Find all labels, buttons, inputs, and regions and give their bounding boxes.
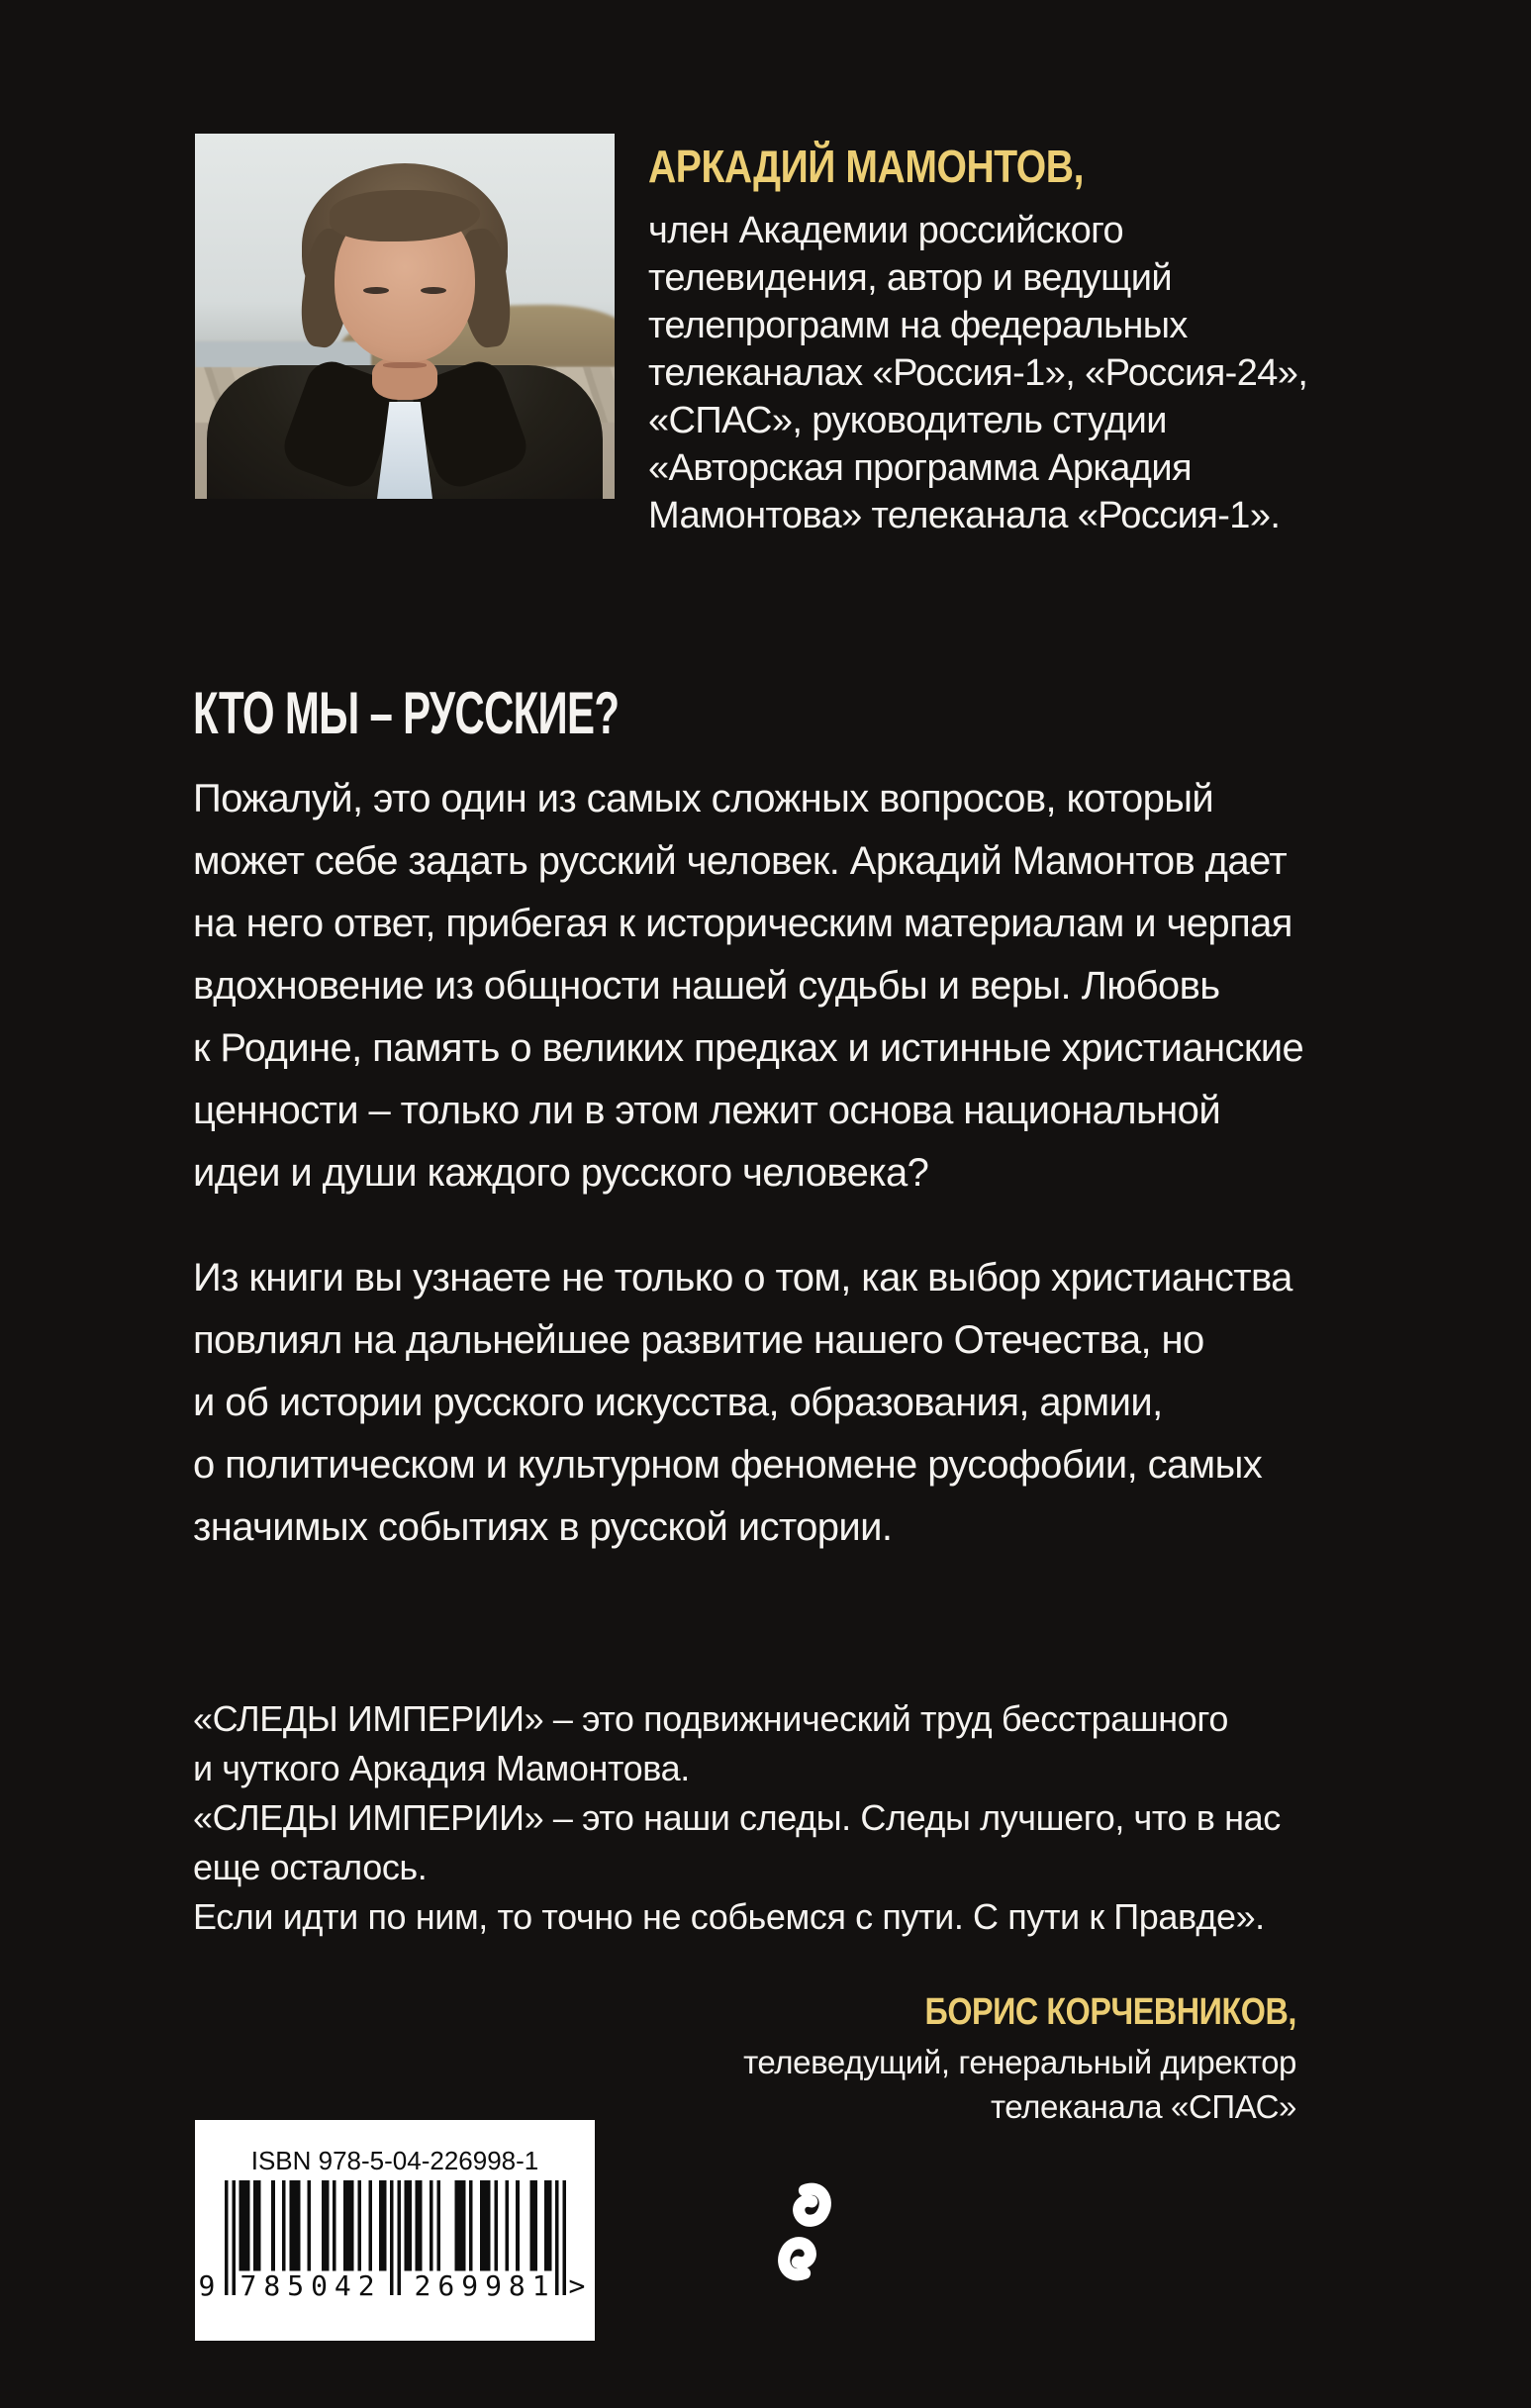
isbn-label: ISBN 978-5-04-226998-1 xyxy=(250,2146,539,2175)
text-line: «СЛЕДЫ ИМПЕРИИ» – это наши следы. Следы лучшего, что в нас xyxy=(193,1797,1281,1838)
isbn-barcode-panel xyxy=(195,2120,595,2341)
text-line: телеканалах «Россия-1», «Россия-24», xyxy=(648,352,1308,394)
reviewer-role-line: телеканала «СПАС» xyxy=(990,2088,1296,2125)
ean-right-group: 269981 xyxy=(414,2269,556,2302)
text-line: повлиял на дальнейшее развитие нашего Отечества, но xyxy=(193,1318,1204,1362)
annotation-paragraph-1 xyxy=(193,768,1440,1204)
ean-left-group: 785042 xyxy=(239,2269,382,2302)
photo-eye-left xyxy=(363,287,389,294)
text-line: вдохновение из общности нашей судьбы и веры. Любовь xyxy=(193,964,1220,1008)
photo-mouth xyxy=(383,362,427,368)
text-line: к Родине, память о великих предках и истинные христианские xyxy=(193,1026,1304,1070)
text-line: Мамонтова» телеканала «Россия-1». xyxy=(648,495,1281,536)
author-photo xyxy=(195,134,615,499)
text-line: может себе задать русский человек. Аркадий Мамонтов дает xyxy=(193,839,1288,883)
author-description xyxy=(648,207,1420,539)
text-line: и чуткого Аркадия Мамонтова. xyxy=(193,1748,690,1788)
text-line: телепрограмм на федеральных xyxy=(648,305,1188,346)
text-line: на него ответ, прибегая к историческим материалам и черпая xyxy=(193,902,1292,945)
author-intro-block xyxy=(648,140,1420,539)
text-line: «Авторская программа Аркадия xyxy=(648,447,1192,489)
annotation-paragraph-2 xyxy=(193,1247,1440,1559)
photo-eye-right xyxy=(421,287,446,294)
reviewer-name: БОРИС КОРЧЕВНИКОВ, xyxy=(924,1991,1296,2033)
text-line: идеи и души каждого русского человека? xyxy=(193,1151,929,1195)
ean-digits xyxy=(198,2269,586,2302)
text-line: «СПАС», руководитель студии xyxy=(648,400,1167,441)
eksmo-publisher-logo-icon xyxy=(773,2181,836,2282)
text-line: ценности – только ли в этом лежит основа национальной xyxy=(193,1089,1221,1132)
text-line: и об истории русского искусства, образования, армии, xyxy=(193,1381,1163,1424)
page-title: КТО МЫ – РУССКИЕ? xyxy=(193,680,620,746)
text-line: член Академии российского xyxy=(648,210,1124,251)
text-line: Если идти по ним, то точно не собьемся с пути. С пути к Правде». xyxy=(193,1896,1265,1937)
ean-tail-mark: > xyxy=(568,2269,586,2302)
text-line: телевидения, автор и ведущий xyxy=(648,257,1173,299)
ean-first-digit: 9 xyxy=(198,2269,216,2302)
text-line: о политическом и культурном феномене русофобии, самых xyxy=(193,1443,1263,1487)
quote-signature xyxy=(743,1991,1296,2129)
text-line: значимых событиях в русской истории. xyxy=(193,1505,893,1549)
text-line: «СЛЕДЫ ИМПЕРИИ» – это подвижнический труд бесстрашного xyxy=(193,1698,1228,1739)
text-line: Пожалуй, это один из самых сложных вопросов, который xyxy=(193,777,1214,820)
text-line: Из книги вы узнаете не только о том, как выбор христианства xyxy=(193,1256,1292,1300)
review-quote xyxy=(193,1694,1450,1942)
text-line: еще осталось. xyxy=(193,1847,428,1887)
reviewer-role-line: телеведущий, генеральный директор xyxy=(743,2044,1296,2080)
author-name: АРКАДИЙ МАМОНТОВ, xyxy=(648,141,1085,192)
